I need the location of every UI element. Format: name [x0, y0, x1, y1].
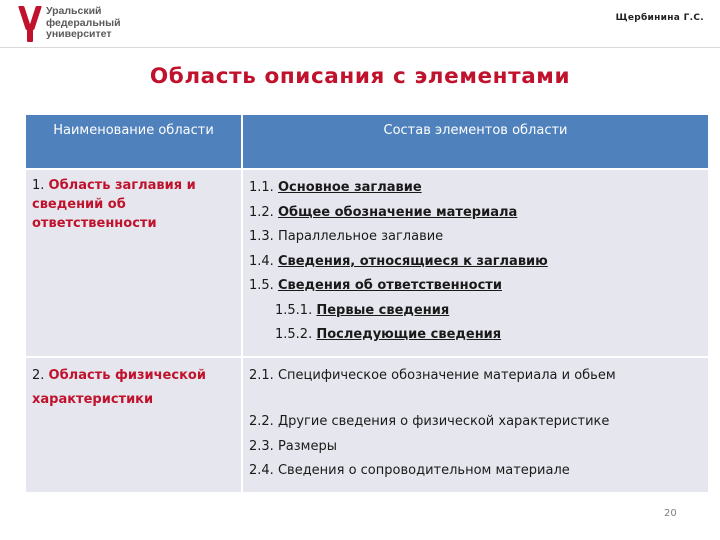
- area-cell: [26, 169, 242, 357]
- element-item: 1.5. Сведения об ответственности: [249, 278, 502, 293]
- slide-title: Область описания с элементами: [149, 64, 571, 89]
- page-number: 20: [664, 508, 677, 519]
- area-name: Область физической характеристики: [32, 367, 206, 407]
- column-header-elements: Состав элементов области: [242, 115, 708, 169]
- area-name: Область заглавия и сведений об ответственности: [32, 178, 196, 231]
- elements-cell: [242, 169, 708, 357]
- logo-line: федеральный: [46, 16, 121, 29]
- logo-line: Уральский: [46, 5, 102, 17]
- element-item: 2.3. Размеры: [249, 438, 337, 454]
- area-number: 1.: [32, 178, 49, 193]
- element-item: 2.1. Специфическое обозначение материала и обьем: [249, 367, 616, 383]
- table-row: [26, 357, 708, 492]
- area-number: 2.: [32, 367, 49, 383]
- element-subitem: 1.5.2. Последующие сведения: [275, 327, 502, 342]
- table-row: [26, 169, 708, 357]
- element-item: 2.4. Сведения о сопроводительном материале: [249, 463, 570, 478]
- element-subitem: 1.5.1. Первые сведения: [275, 302, 450, 318]
- author-name: Щербинина Г.С.: [615, 13, 704, 23]
- area-cell: [26, 357, 242, 492]
- column-header-area: Наименование области: [26, 115, 242, 169]
- university-logo: [20, 6, 121, 42]
- element-item: 2.2. Другие сведения о физической характеристике: [249, 414, 610, 429]
- element-item: 1.2. Общее обозначение материала: [249, 204, 518, 220]
- element-item: 1.4. Сведения, относящиеся к заглавию: [249, 253, 548, 269]
- header-divider: [0, 47, 720, 48]
- logo-text: [46, 6, 121, 41]
- element-item: 1.3. Параллельное заглавие: [249, 229, 444, 244]
- table-header-row: [26, 115, 708, 169]
- element-item: 1.1. Основное заглавие: [249, 180, 422, 195]
- elements-cell: [242, 357, 708, 492]
- logo-line: университет: [46, 28, 112, 40]
- elements-table: [26, 115, 708, 492]
- urfu-logo-icon: [20, 6, 40, 42]
